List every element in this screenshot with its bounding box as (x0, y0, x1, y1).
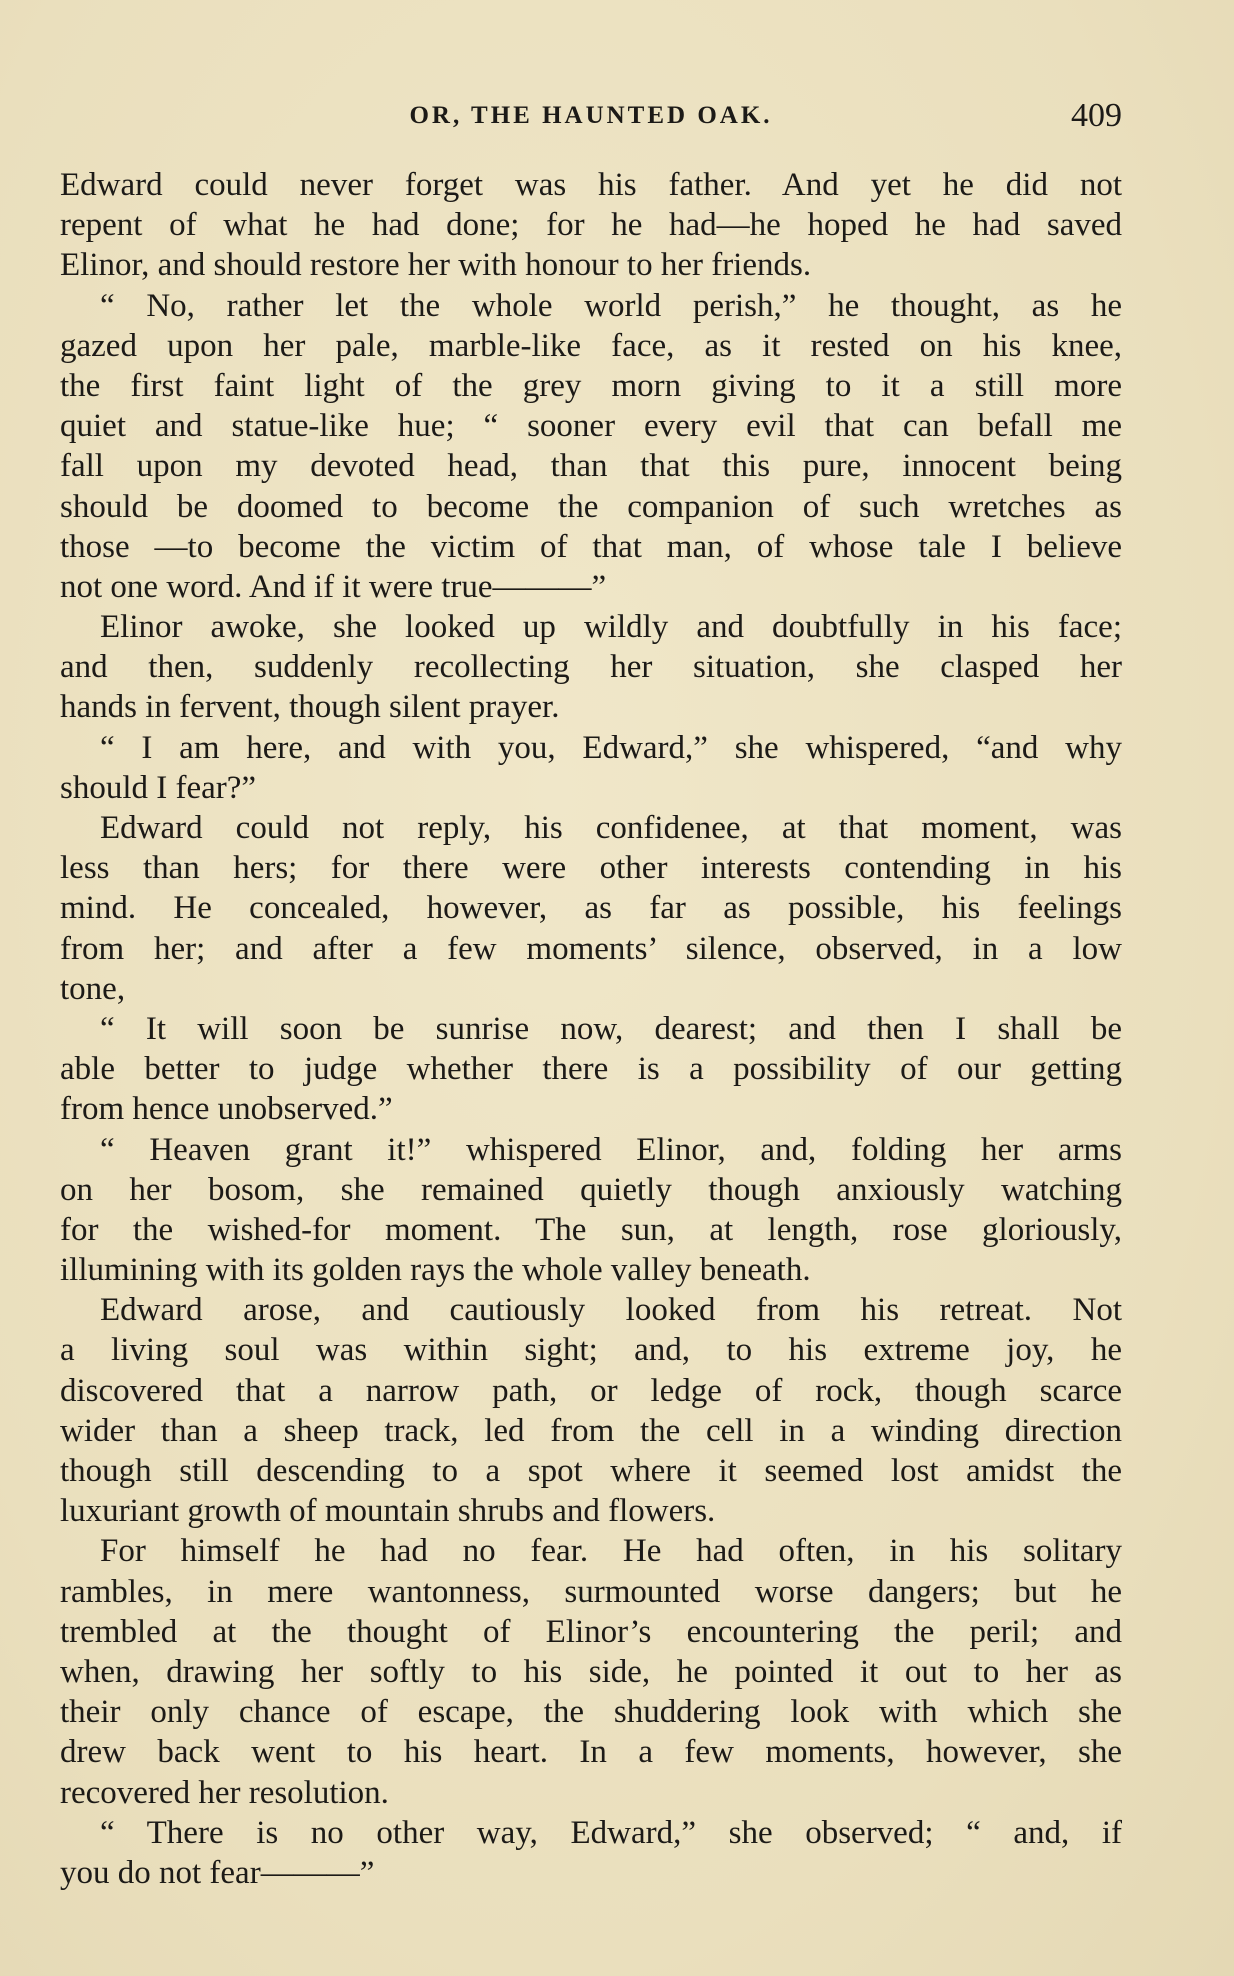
text-line: you do not fear———” (60, 1854, 375, 1891)
text-line: quiet and statue-like hue; “ sooner every evil that can befall me (60, 408, 1122, 445)
text-line: less than hers; for there were other interests contending in his (60, 850, 1122, 887)
text-line: from hence unobserved.” (60, 1091, 393, 1128)
text-line: their only chance of escape, the shuddering look with which she (60, 1694, 1122, 1731)
text-line: though still descending to a spot where it seemed lost amidst the (60, 1453, 1122, 1489)
page-header (60, 96, 1122, 136)
text-line: For himself he had no fear. He had often, in his solitary (100, 1533, 1122, 1570)
text-line: wider than a sheep track, led from the cell in a winding direction (60, 1412, 1122, 1449)
text-line: hands in fervent, though silent prayer. (60, 689, 560, 726)
text-line: a living soul was within sight; and, to his extreme joy, he (60, 1332, 1122, 1369)
text-line: “ No, rather let the whole world perish,” he thought, as he (100, 287, 1122, 324)
text-line: mind. He concealed, however, as far as possible, his feelings (60, 890, 1122, 927)
text-line: from her; and after a few moments’ silence, observed, in a low (60, 930, 1122, 967)
text-line: Elinor, and should restore her with honour to her friends. (60, 247, 812, 284)
text-line: and then, suddenly recollecting her situation, she clasped her (60, 649, 1122, 686)
text-line: Edward could never forget was his father. And yet he did not (60, 167, 1122, 203)
text-line: illumining with its golden rays the whole valley beneath. (60, 1252, 811, 1289)
text-line: rambles, in mere wantonness, surmounted worse dangers; but he (60, 1573, 1122, 1610)
text-line: gazed upon her pale, marble-like face, as it rested on his knee, (60, 327, 1122, 364)
text-line: trembled at the thought of Elinor’s encountering the peril; and (60, 1613, 1122, 1650)
running-title: OR, THE HAUNTED OAK. (409, 102, 773, 129)
text-line: discovered that a narrow path, or ledge of rock, though scarce (60, 1372, 1122, 1409)
text-line: drew back went to his heart. In a few moments, however, she (60, 1734, 1122, 1771)
page-number: 409 (1071, 97, 1122, 134)
text-line: for the wished-for moment. The sun, at length, rose gloriously, (60, 1211, 1122, 1248)
text-line: on her bosom, she remained quietly though anxiously watching (60, 1171, 1122, 1208)
text-line: tone, (60, 970, 126, 1007)
text-line: repent of what he had done; for he had—he hoped he had saved (60, 207, 1122, 244)
text-line: luxuriant growth of mountain shrubs and flowers. (60, 1493, 716, 1530)
text-line: able better to judge whether there is a possibility of our getting (60, 1051, 1122, 1088)
text-line: should I fear?” (60, 769, 257, 806)
body-text (60, 165, 1122, 1893)
text-line: “ It will soon be sunrise now, dearest; and then I shall be (100, 1010, 1122, 1047)
text-line: fall upon my devoted head, than that this pure, innocent being (60, 448, 1122, 485)
text-line: “ I am here, and with you, Edward,” she whispered, “and why (100, 729, 1122, 766)
text-line: recovered her resolution. (60, 1774, 389, 1811)
text-line: when, drawing her softly to his side, he pointed it out to her as (60, 1653, 1122, 1690)
text-line: “ Heaven grant it!” whispered Elinor, and, folding her arms (100, 1131, 1122, 1168)
text-line: not one word. And if it were true———” (60, 568, 607, 605)
text-line: Edward could not reply, his confidenee, at that moment, was (100, 810, 1122, 846)
text-line: Elinor awoke, she looked up wildly and doubtfully in his face; (100, 609, 1122, 646)
text-line: those —to become the victim of that man, of whose tale I believe (60, 528, 1122, 565)
text-line: should be doomed to become the companion of such wretches as (60, 488, 1122, 525)
text-line: the first faint light of the grey morn giving to it a still more (60, 367, 1122, 404)
text-line: Edward arose, and cautiously looked from his retreat. Not (100, 1292, 1122, 1329)
text-line: “ There is no other way, Edward,” she observed; “ and, if (100, 1814, 1122, 1851)
